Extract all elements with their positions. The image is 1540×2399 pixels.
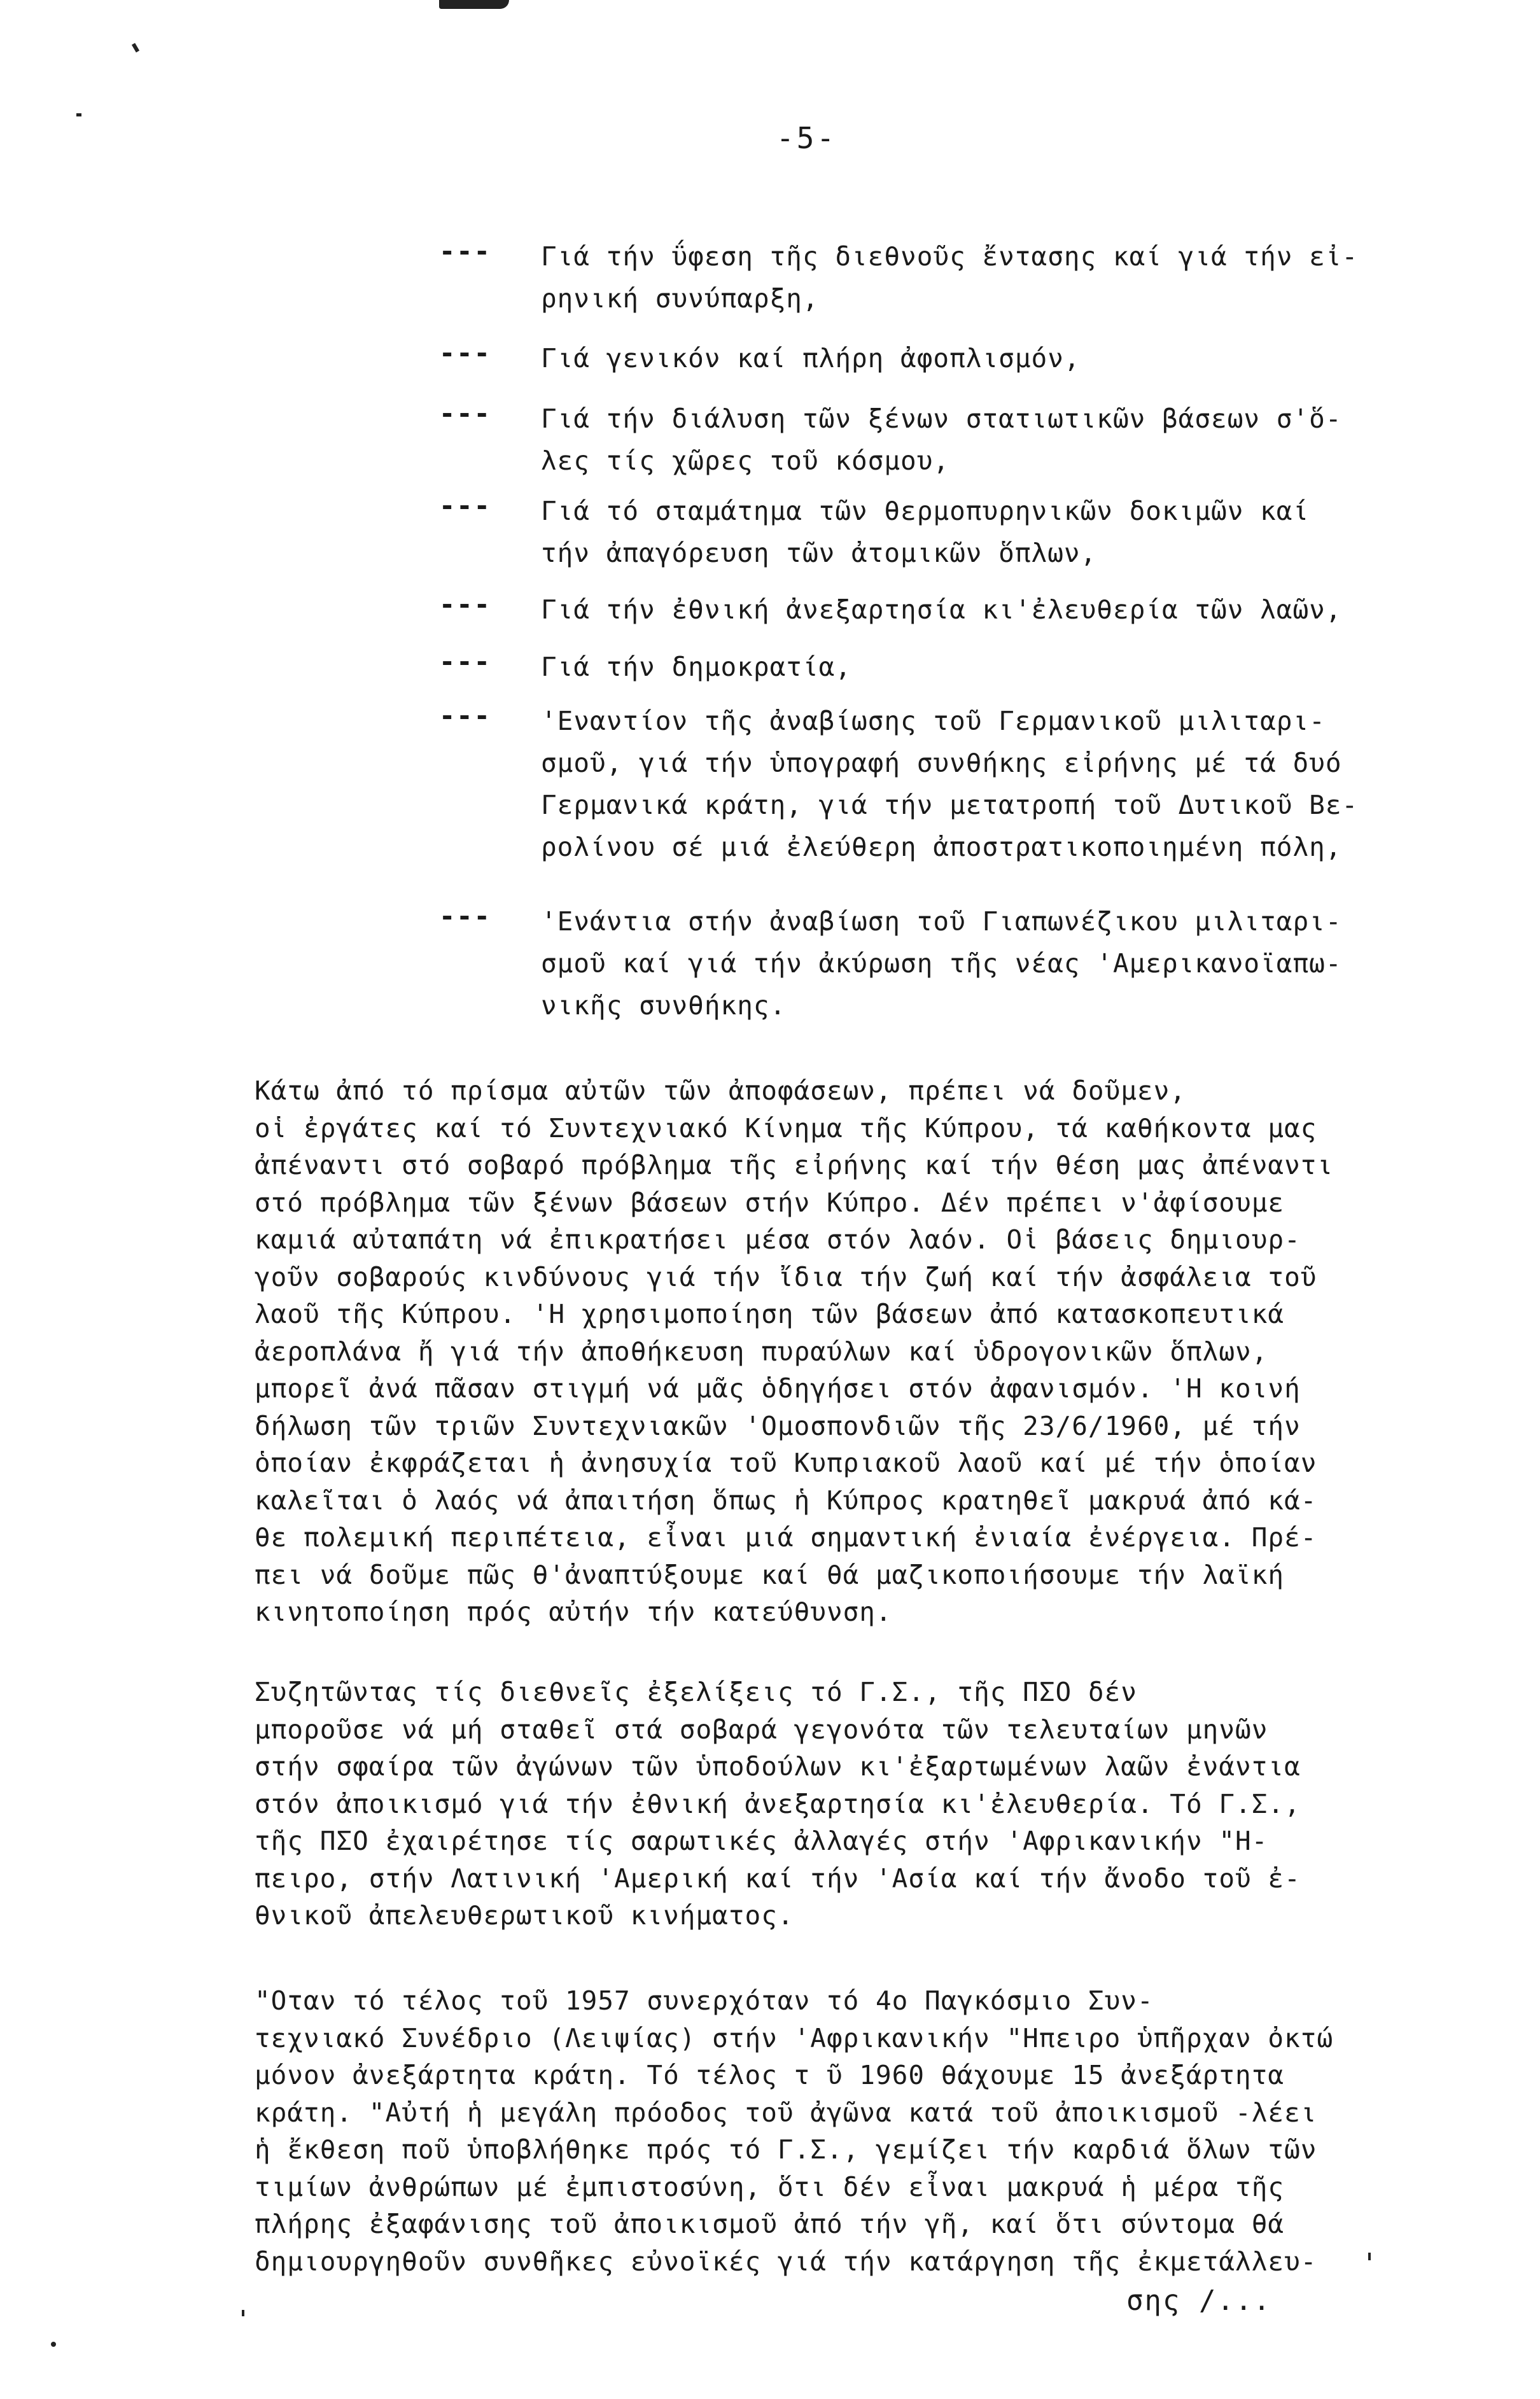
list-item-text: 'Ενάντια στήν ἀναβίωση τοῦ Γιαπωνέζικου μιλιταρι- σμοῦ καί γιά τήν ἀκύρωση τῆς νέας 'Αμερικανοϊαπω- νικῆς συνθήκης.: [541, 906, 1342, 1021]
list-dash: ---: [439, 646, 491, 677]
list-dash: ---: [439, 235, 491, 267]
list-item-text: Γιά γενικόν καί πλήρη ἀφοπλισμόν,: [541, 343, 1081, 374]
page-number: -5-: [776, 121, 837, 155]
scan-speck: [51, 2342, 56, 2347]
continuation-marker: σης /...: [1126, 2284, 1271, 2317]
list-dash: ---: [439, 337, 491, 368]
scan-speck: [132, 43, 139, 52]
body-paragraph: Συζητῶντας τίς διεθνεῖς ἐξελίξεις τό Γ.Σ., τῆς ΠΣΟ δέν μποροῦσε νά μή σταθεῖ στά σοβαρά γεγονότα τῶν τελευταίων μηνῶν στήν σφαίρα τῶν ἀγώνων τῶν ὑποδούλων κι'ἐξαρτωμένων λαῶν ἐνάντια στόν ἀποικισμό γιά τήν ἐθνική ἀνεξαρτησία κι'ἐλευθερία. Τό Γ.Σ., τῆς ΠΣΟ ἐχαιρέτησε τίς σαρωτικές ἀλλαγές στήν 'Αφρικανικήν "Η- πειρο, στήν Λατινική 'Αμερική καί τήν 'Ασία καί τήν ἄνοδο τοῦ ἐ- θνικοῦ ἀπελευθερωτικοῦ κινήματος.: [255, 1677, 1301, 1931]
list-item-text: Γιά τήν δημοκρατία,: [541, 652, 851, 682]
list-item-text: Γιά τήν ΰφεση τῆς διεθνοῦς ἔντασης καί γιά τήν εἰ- ρηνική συνύπαρξη,: [541, 241, 1359, 314]
list-dash: ---: [439, 589, 491, 620]
list-item-text: 'Εναντίον τῆς ἀναβίωσης τοῦ Γερμανικοῦ μιλιταρι- σμοῦ, γιά τήν ὑπογραφή συνθήκης εἰρήνης μέ τά δυό Γερμανικά κράτη, γιά τήν μετατροπή τοῦ Δυτικοῦ Βε- ρολίνου σέ μιά ἐλεύθερη ἀποστρατικοποιημένη πόλη,: [541, 706, 1359, 862]
body-paragraph: "Οταν τό τέλος τοῦ 1957 συνερχόταν τό 4ο Παγκόσμιο Συν- τεχνιακό Συνέδριο (Λειψίας) στήν 'Αφρικανικήν "Ηπειρο ὑπῆρχαν ὀκτώ μόνον ἀνεξάρτητα κράτη. Τό τέλος τ ῦ 1960 θάχουμε 15 ἀνεξάρτητα κράτη. "Αὐτή ἡ μεγάλη πρόοδος τοῦ ἀγῶνα κατά τοῦ ἀποικισμοῦ -λέει ἡ ἔκθεση ποῦ ὑποβλήθηκε πρός τό Γ.Σ., γεμίζει τήν καρδιά ὅλων τῶν τιμίων ἀνθρώπων μέ ἐμπιστοσύνη, ὅτι δέν εἶναι μακρυά ἡ μέρα τῆς πλήρης ἐξαφάνισης τοῦ ἀποικισμοῦ ἀπό τήν γῆ, καί ὅτι σύντομα θά δημιουργηθοῦν συνθῆκες εὐνοϊκές γιά τήν κατάργηση τῆς ἐκμετάλλευ-: [255, 1985, 1334, 2277]
list-item-text: Γιά τήν ἐθνική ἀνεξαρτησία κι'ἐλευθερία τῶν λαῶν,: [541, 594, 1342, 625]
list-dash: ---: [439, 398, 491, 429]
scan-artifact-top: [439, 0, 509, 9]
list-item-text: Γιά τήν διάλυση τῶν ξένων στατιωτικῶν βάσεων σ'ὅ- λες τίς χῶρες τοῦ κόσμου,: [541, 403, 1342, 476]
scan-speck: [76, 113, 81, 116]
list-dash: ---: [439, 490, 491, 521]
body-paragraph: Κάτω ἀπό τό πρίσμα αὐτῶν τῶν ἀποφάσεων, πρέπει νά δοῦμεν, οἱ ἐργάτες καί τό Συντεχνιακό Κίνημα τῆς Κύπρου, τά καθήκοντα μας ἀπέναντι στό σοβαρό πρόβλημα τῆς εἰρήνης καί τήν θέση μας ἀπέναντι στό πρόβλημα τῶν ξένων βάσεων στήν Κύπρο. Δέν πρέπει ν'ἀφίσουμε καμιά αὐταπάτη νά ἐπικρατήσει μέσα στόν λαόν. Οἱ βάσεις δημιουρ- γοῦν σοβαρούς κινδύνους γιά τήν ἴδια τήν ζωή καί τήν ἀσφάλεια τοῦ λαοῦ τῆς Κύπρου. 'Η χρησιμοποίηση τῶν βάσεων ἀπό κατασκοπευτικά ἀεροπλάνα ἤ γιά τήν ἀποθήκευση πυραύλων καί ὑδρογονικῶν ὅπλων, μπορεῖ ἀνά πᾶσαν στιγμή νά μᾶς ὁδηγήσει στόν ἀφανισμόν. 'Η κοινή δήλωση τῶν τριῶν Συντεχνιακῶν 'Ομοσπονδιῶν τῆς 23/6/1960, μέ τήν ὁποίαν ἐκφράζεται ἡ ἀνησυχία τοῦ Κυπριακοῦ λαοῦ καί μέ τήν ὁποίαν καλεῖται ὁ λαός νά ἀπαιτήση ὅπως ἡ Κύπρος κρατηθεῖ μακρυά ἀπό κά- θε πολεμική περιπέτεια, εἶναι μιά σημαντική ἐνιαία ἐνέργεια. Πρέ- πει νά δοῦμε πῶς θ'ἀναπτύξουμε καί θά μαζικοποιήσουμε τήν λαϊκή κινητοποίηση πρός αὐτήν τήν κατεύθυνση.: [255, 1075, 1334, 1627]
list-item-text: Γιά τό σταμάτημα τῶν θερμοπυρηνικῶν δοκιμῶν καί τήν ἀπαγόρευση τῶν ἀτομικῶν ὅπλων,: [541, 496, 1310, 568]
list-dash: ---: [439, 700, 491, 731]
list-dash: ---: [439, 900, 491, 932]
scan-speck: [242, 2310, 244, 2316]
